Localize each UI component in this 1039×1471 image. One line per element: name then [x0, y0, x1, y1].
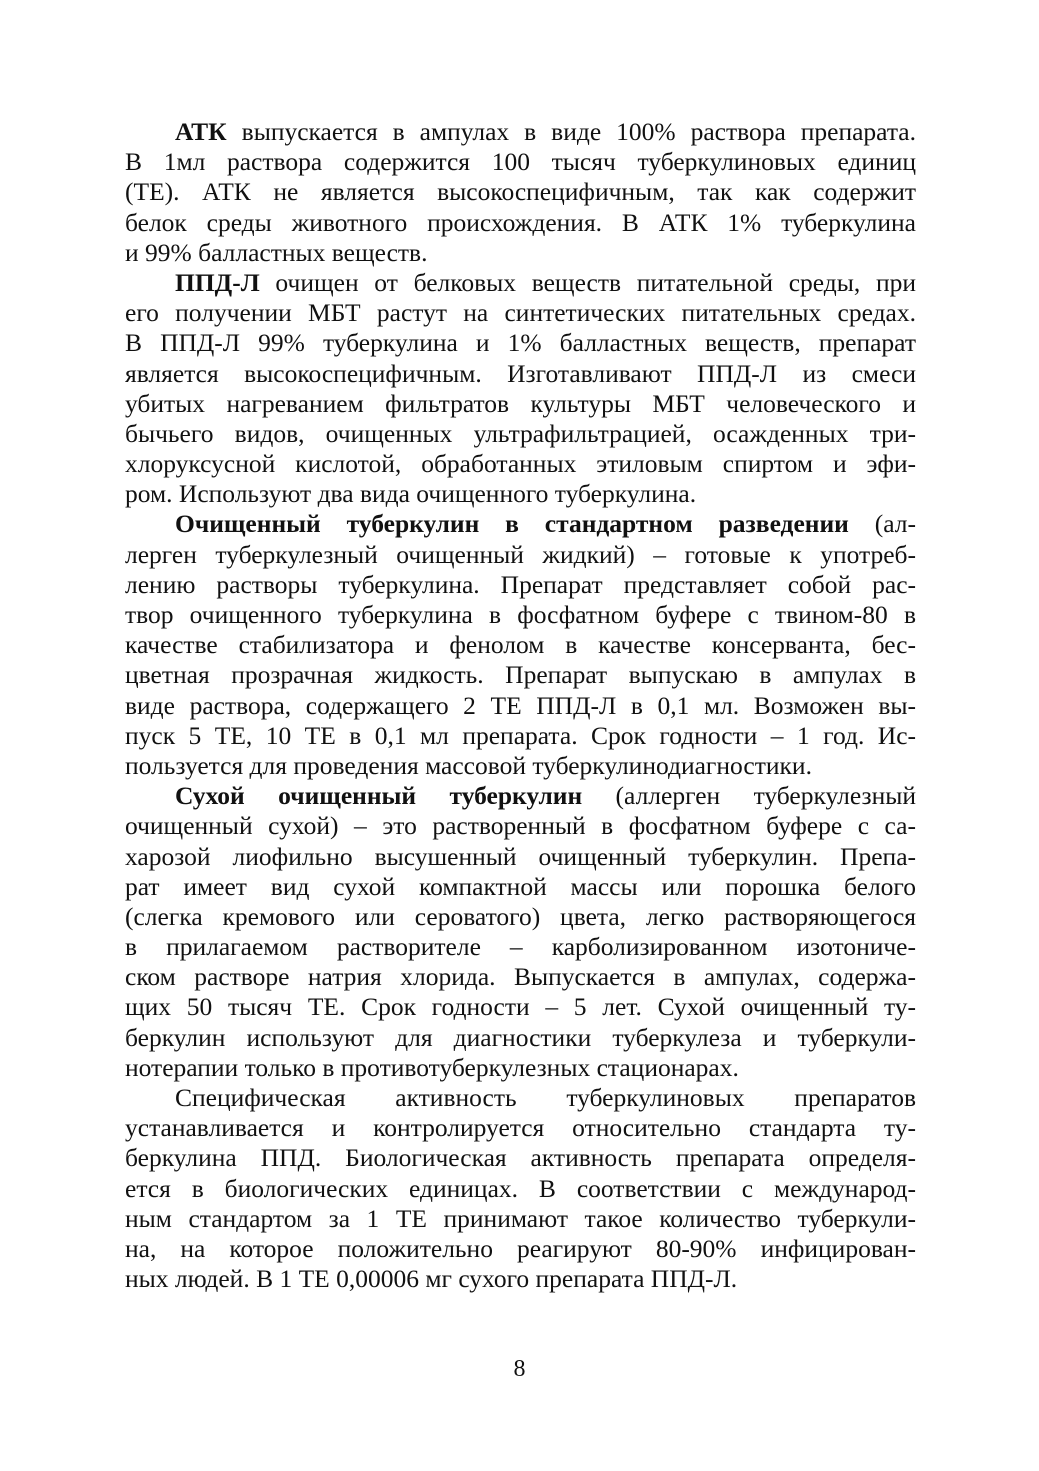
paragraph — [125, 1083, 916, 1294]
document-body — [125, 117, 916, 1294]
text-run: его получении МБТ растут на синтетических питательных средах. — [125, 298, 916, 328]
text-run: в прилагаемом растворителе – карболизированном изотониче- — [125, 932, 916, 962]
text-line — [125, 1083, 916, 1113]
text-line — [125, 268, 916, 298]
text-line — [125, 147, 916, 177]
text-line — [125, 1204, 916, 1234]
text-line — [125, 1053, 916, 1083]
text-run: хлоруксусной кислотой, обработанных этиловым спиртом и эфи- — [125, 449, 916, 479]
text-line — [125, 691, 916, 721]
text-line — [125, 479, 916, 509]
text-line — [125, 540, 916, 570]
text-run: (ал- — [848, 509, 916, 539]
text-line — [125, 359, 916, 389]
text-run: (слегка кремового или сероватого) цвета, легко растворяющегося — [125, 901, 916, 931]
text-line — [125, 872, 916, 902]
text-line — [125, 177, 916, 207]
text-run: качестве стабилизатора и фенолом в качестве консерванта, бес- — [125, 630, 916, 660]
text-run: очищен от белковых веществ питательной среды, при — [259, 267, 916, 297]
text-line — [125, 1023, 916, 1053]
text-run: беркулин используют для диагностики туберкулеза и туберкули- — [125, 1022, 916, 1052]
text-line — [125, 328, 916, 358]
text-run: очищенный сухой) – это растворенный в фосфатном буфере с са- — [125, 811, 916, 841]
text-run: устанавливается и контролируется относительно стандарта ту- — [125, 1113, 916, 1143]
bold-term: Сухой очищенный туберкулин — [175, 781, 583, 811]
text-run: является высокоспецифичным. Изготавливают ППД-Л из смеси — [125, 358, 916, 388]
text-run: твор очищенного туберкулина в фосфатном буфере с твином-80 в — [125, 600, 916, 629]
text-run: ным стандартом за 1 ТЕ принимают такое количество туберкули- — [125, 1203, 916, 1233]
text-run: ском растворе натрия хлорида. Выпускается в ампулах, содержа- — [125, 962, 916, 992]
text-line — [125, 208, 916, 238]
page-number: 8 — [513, 1356, 526, 1382]
text-line — [125, 811, 916, 841]
text-run: ром. Используют два вида очищенного туберкулина. — [125, 479, 697, 509]
text-line — [125, 781, 916, 811]
bold-term: ППД-Л — [175, 267, 260, 297]
text-run: виде раствора, содержащего 2 ТЕ ППД-Л в 0,1 мл. Возможен вы- — [125, 690, 916, 720]
paragraph — [125, 268, 916, 510]
text-run: беркулина ППД. Биологическая активность препарата определя- — [125, 1143, 916, 1173]
text-line — [125, 1143, 916, 1173]
paragraph — [125, 509, 916, 781]
text-run: пользуется для проведения массовой туберкулинодиагностики. — [125, 750, 812, 780]
text-line — [125, 902, 916, 932]
text-run: В 1мл раствора содержится 100 тысяч туберкулиновых единиц — [125, 147, 916, 177]
text-line — [125, 298, 916, 328]
text-line — [125, 389, 916, 419]
paragraph — [125, 781, 916, 1083]
text-line — [125, 419, 916, 449]
text-run: В ППД-Л 99% туберкулина и 1% балластных веществ, препарат — [125, 328, 916, 358]
text-line — [125, 509, 916, 539]
text-line — [125, 842, 916, 872]
text-run: (ТЕ). АТК не является высокоспецифичным, так как содержит — [125, 177, 916, 207]
text-run: щих 50 тысяч ТЕ. Срок годности – 5 лет. Сухой очищенный ту- — [125, 992, 916, 1022]
text-run: на, на которое положительно реагируют 80-90% инфицирован- — [125, 1233, 916, 1263]
text-run: цветная прозрачная жидкость. Препарат выпускаю в ампулах в — [125, 660, 916, 690]
bold-term: Очищенный туберкулин в стандартном разведении — [175, 509, 849, 539]
text-line — [125, 992, 916, 1022]
paragraph — [125, 117, 916, 268]
text-line — [125, 932, 916, 962]
text-line — [125, 751, 916, 781]
text-run: белок среды животного происхождения. В АТК 1% туберкулина — [125, 207, 916, 237]
text-run: лерген туберкулезный очищенный жидкий) – готовые к употреб- — [125, 539, 916, 569]
text-line — [125, 962, 916, 992]
text-run: харозой лиофильно высушенный очищенный туберкулин. Препа- — [125, 841, 916, 871]
text-line — [125, 117, 916, 147]
text-run: (аллерген туберкулезный — [582, 781, 917, 811]
text-run: рат имеет вид сухой компактной массы или порошка белого — [125, 871, 916, 901]
text-line — [125, 1174, 916, 1204]
text-run: пуск 5 ТЕ, 10 ТЕ в 0,1 мл препарата. Срок годности – 1 год. Ис- — [125, 720, 916, 750]
bold-term: АТК — [175, 117, 227, 146]
text-line — [125, 660, 916, 690]
text-run: ных людей. В 1 ТЕ 0,00006 мг сухого препарата ППД-Л. — [125, 1264, 738, 1294]
text-line — [125, 1234, 916, 1264]
text-run: нотерапии только в противотуберкулезных стационарах. — [125, 1052, 739, 1082]
text-run: выпускается в ампулах в виде 100% раствора препарата. — [226, 117, 916, 146]
text-line — [125, 1264, 916, 1294]
text-run: ется в биологических единицах. В соответствии с международ- — [125, 1173, 916, 1203]
text-run: Специфическая активность туберкулиновых препаратов — [175, 1083, 916, 1112]
text-line — [125, 630, 916, 660]
text-run: лению растворы туберкулина. Препарат представляет собой рас- — [125, 569, 916, 599]
text-line — [125, 600, 916, 630]
text-run: и 99% балластных веществ. — [125, 237, 428, 267]
text-line — [125, 449, 916, 479]
text-line — [125, 1113, 916, 1143]
text-run: бычьего видов, очищенных ультрафильтрацией, осажденных три- — [125, 418, 916, 448]
text-line — [125, 570, 916, 600]
text-run: убитых нагреванием фильтратов культуры МБТ человеческого и — [125, 388, 916, 418]
text-line — [125, 238, 916, 268]
text-line — [125, 721, 916, 751]
